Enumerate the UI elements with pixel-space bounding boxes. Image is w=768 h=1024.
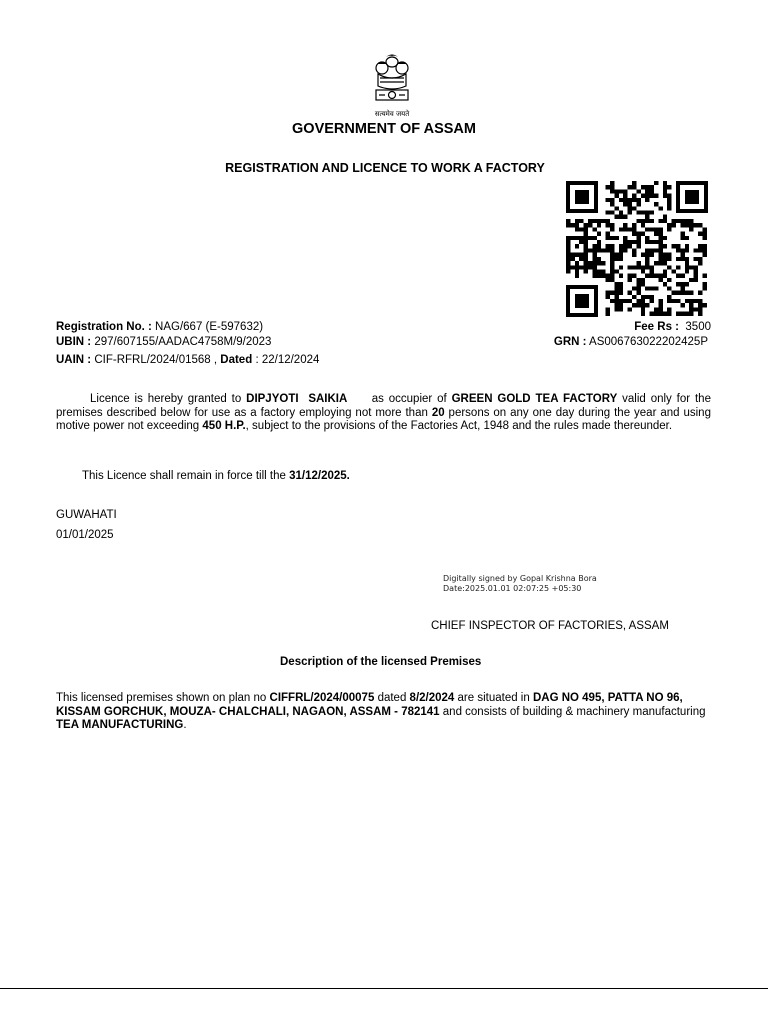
licence-paragraph — [56, 393, 711, 434]
manufacturing-product: TEA MANUFACTURING — [56, 719, 184, 731]
uain-value: CIF-RFRL/2024/01568 — [94, 354, 211, 366]
signatory-designation: CHIEF INSPECTOR OF FACTORIES, ASSAM — [431, 620, 669, 632]
fee-value: 3500 — [685, 321, 711, 333]
qr-code-icon — [566, 181, 708, 317]
grn — [554, 336, 708, 348]
validity-date: 31/12/2025. — [289, 470, 350, 482]
factory-name: GREEN GOLD TEA FACTORY — [451, 393, 618, 405]
licence-text-5: , subject to the provisions of the Factories Act, 1948 and the rules made thereunder. — [245, 420, 673, 432]
fee-label: Fee Rs : — [634, 321, 680, 333]
max-persons: 20 — [431, 406, 445, 419]
grn-value: AS006763022202425P — [589, 336, 708, 348]
licence-text-2: as occupier of — [371, 393, 447, 405]
registration-label: Registration No. : — [56, 321, 152, 333]
dated-label: Dated — [220, 354, 253, 366]
premises-paragraph — [56, 692, 711, 733]
grn-label: GRN : — [553, 336, 587, 348]
footer-divider — [0, 988, 768, 989]
validity-statement — [82, 470, 350, 482]
dated-value: : 22/12/2024 — [255, 354, 320, 366]
fee — [634, 321, 711, 333]
government-title: GOVERNMENT OF ASSAM — [292, 121, 476, 137]
premises-location: DAG NO 495, PATTA NO 96, KISSAM GORCHUK, MOUZA- CHALCHALI, NAGAON, ASSAM - 782141 — [56, 692, 683, 718]
occupier-name: DIPJYOTI SAIKIA — [246, 393, 348, 405]
uain — [56, 354, 319, 366]
licence-text-1: Licence is hereby granted to — [90, 393, 242, 405]
premises-text-1: This licensed premises shown on plan no — [56, 692, 267, 704]
signature-date: Date:2025.01.01 02:07:25 +05:30 — [443, 584, 582, 593]
licence-text-4: persons on any one day during the year and using motive power not exceeding — [56, 406, 711, 432]
ubin-value: 297/607155/AADAC4758M/9/2023 — [94, 336, 272, 348]
premises-text-4: and consists of building & machinery manufacturing — [442, 705, 706, 718]
signature-signed-by: Digitally signed by Gopal Krishna Bora — [443, 574, 597, 583]
plan-number: CIFFRL/2024/00075 — [269, 692, 375, 704]
plan-date: 8/2/2024 — [409, 692, 455, 704]
place: GUWAHATI — [56, 509, 117, 521]
motive-power: 450 H.P. — [202, 420, 246, 432]
issue-date: 01/01/2025 — [56, 529, 114, 541]
emblem-motto: सत्यमेव जयते — [374, 110, 410, 118]
uain-separator: , — [210, 354, 221, 366]
premises-text-2: dated — [377, 692, 407, 704]
premises-text-3: are situated in — [457, 692, 530, 704]
licence-text-3: valid only for the premises described below for use as a factory employing not more than — [56, 393, 711, 419]
document-title: REGISTRATION AND LICENCE TO WORK A FACTORY — [225, 161, 545, 175]
ubin-label: UBIN : — [56, 336, 92, 348]
premises-text-5: . — [183, 719, 187, 731]
uain-label: UAIN : — [56, 354, 92, 366]
validity-text: This Licence shall remain in force till the — [82, 470, 286, 482]
digital-signature — [443, 574, 597, 594]
registration-number — [56, 321, 263, 333]
registration-value: NAG/667 (E-597632) — [155, 321, 264, 333]
ubin — [56, 336, 271, 348]
premises-heading: Description of the licensed Premises — [280, 656, 482, 668]
